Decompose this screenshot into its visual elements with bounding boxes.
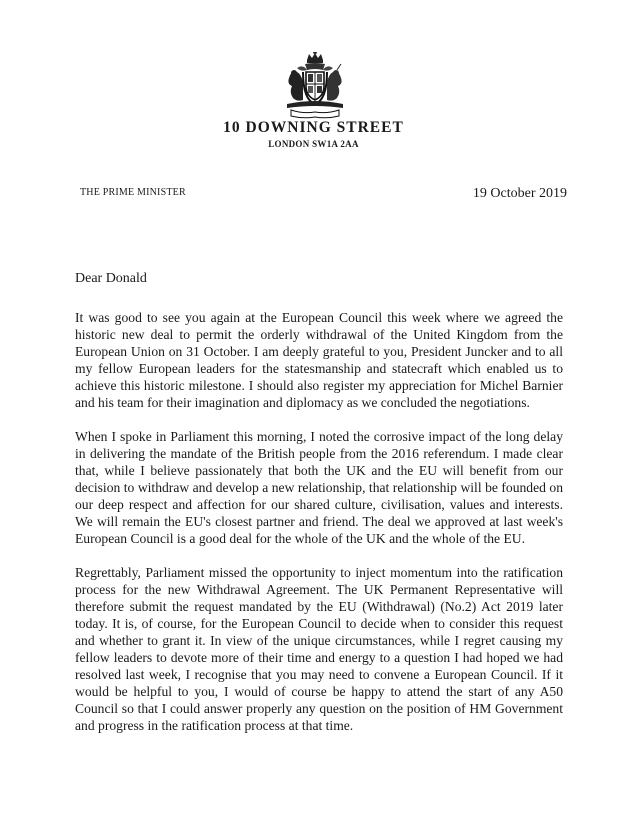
body-paragraph: When I spoke in Parliament this morning, I noted the corrosive impact of the long delay in delivering the mandate of the British people from the 2016 referendum. I made clear that, while I believe passionately that both the UK and the EU will benefit from our decision to withdraw and develop a new relationship, that relationship will be founded on our deep respect and affection for our shared culture, civilisation, values and interests. We will remain the EU's closest partner and friend. The deal we approved at last week's European Council is a good deal for the whole of the UK and the whole of the EU.: [75, 429, 563, 546]
sender-title: THE PRIME MINISTER: [80, 187, 186, 198]
letterhead-address: 10 DOWNING STREET: [223, 119, 404, 136]
body-paragraph: It was good to see you again at the European Council this week where we agreed the historic new deal to permit the orderly withdrawal of the United Kingdom from the European Union on 31 October. I am deeply grateful to you, President Juncker and to all my fellow European leaders for the statesmanship and statecraft which enabled us to achieve this historic milestone. I should also register my appreciation for Michel Barnier and his team for their imagination and diplomacy as we concluded the negotiations.: [75, 310, 563, 410]
body-paragraph: Regrettably, Parliament missed the opportunity to inject momentum into the ratification process for the new Withdrawal Agreement. The UK Permanent Representative will therefore submit the request mandated by the EU (Withdrawal) (No.2) Act 2019 later today. It is, of course, for the European Council to decide when to consider this request and whether to grant it. In view of the unique circumstances, while I regret causing my fellow leaders to devote more of their time and energy to a question I had hoped we had resolved last week, I recognise that you may need to convene a European Council. If it would be helpful to you, I would of course be happy to attend the start of any A50 Council so that I could answer properly any question on the position of HM Government and progress in the ratification process at that time.: [75, 565, 563, 733]
royal-coat-of-arms-icon: [283, 52, 347, 120]
salutation: Dear Donald: [75, 271, 147, 286]
letter-body: [75, 309, 563, 751]
letter-date: 19 October 2019: [472, 186, 567, 201]
letterhead-postcode: LONDON SW1A 2AA: [268, 139, 359, 149]
